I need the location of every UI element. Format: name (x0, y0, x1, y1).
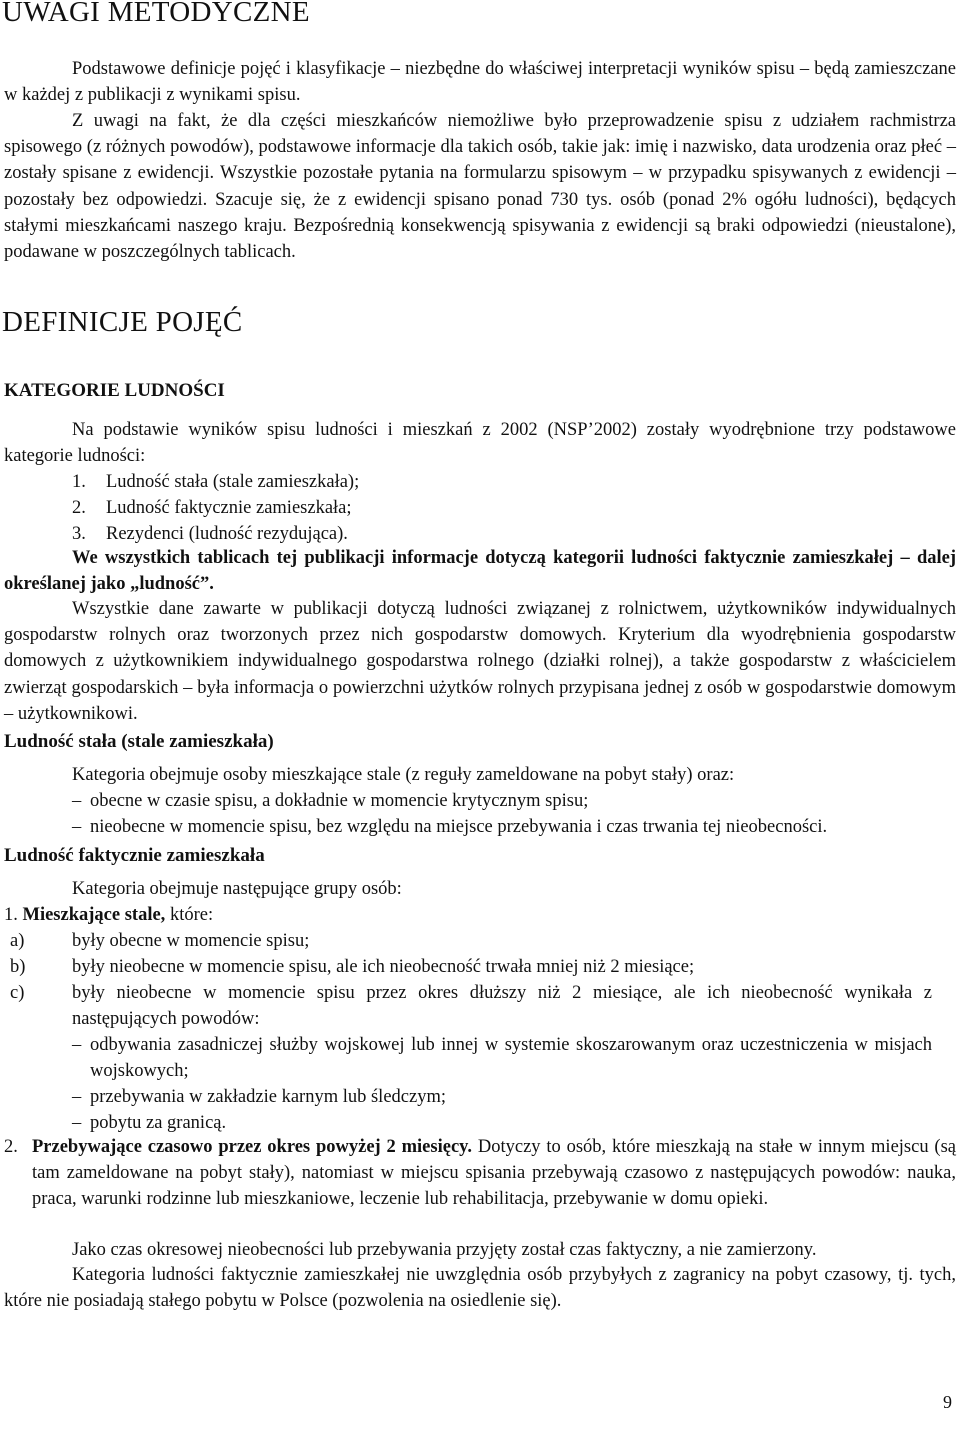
list-item: były nieobecne w momencie spisu przez okres dłuższy niż 2 miesiące, ale ich nieobecność wynikała z następujących powodów: (72, 983, 932, 1029)
intro-paragraph-2: Z uwagi na fakt, że dla części mieszkańców niemożliwe było przeprowadzenie spisu z udziałem rachmistrza spisowego (z różnych powodów), podstawowe informacje dla takich osób, takie jak: imię i nazwisko, data urodzenia oraz płeć – zostały spisane z ewidencji. Wszystkie pozostałe pytania na formularzu spisowym – w przypadku spisywanych z ewidencji – pozostały bez odpowiedzi. Szacuje się, że z ewidencji spisano ponad 730 tys. osób (ponad 2% ogółu ludności), będących stałymi mieszkańcami naszego kraju. Bezpośrednią konsekwencją spisywania z ewidencji są braki odpowiedzi (nieustalone), podawane w poszczególnych tablicach. (4, 111, 956, 263)
okres-paragraph: Jako czas okresowej nieobecności lub przebywania przyjęty został czas faktyczny, a nie zamierzony. (72, 1240, 817, 1260)
heading-definicje-pojec: DEFINICJE POJĘĆ (2, 306, 243, 338)
list-number: 2. (72, 498, 86, 518)
list-item: Ludność faktycznie zamieszkała; (106, 498, 352, 518)
dash-marker: – (72, 1113, 82, 1133)
rolnictwo-paragraph: Wszystkie dane zawarte w publikacji dotyczą ludności związanej z rolnictwem, użytkowników indywidualnych gospodarstw rolnych oraz tworzonych przez nich gospodarstw domowych. Kryterium dla wyodrębnienia gospodarstw domowych z użytkownikiem indywidualnego gospodarstwa rolnego (działki rolnej), a także gospodarstw z właścicielem zwierząt gospodarskich – była informacja o powierzchni użytków rolnych przypisana jednej z osób w gospodarstwie domowym – użytkownikowi. (4, 599, 956, 724)
page-number: 9 (943, 1392, 952, 1412)
list-item: Rezydenci (ludność rezydująca). (106, 524, 348, 544)
heading-kategorie-ludnosci: KATEGORIE LUDNOŚCI (4, 380, 225, 401)
group-number: 2. (4, 1137, 18, 1157)
kategorie-intro: Na podstawie wyników spisu ludności i mieszkań z 2002 (NSP’2002) zostały wyodrębnione trzy podstawowe kategorie ludności: (4, 420, 956, 467)
kategoria-fakt-paragraph: Kategoria ludności faktycznie zamieszkałej nie uwzględnia osób przybyłych z zagranicy na pobyt czasowy, tj. tych, które nie posiadają stałego pobytu w Polsce (pozwolenia na osiedlenie się). (4, 1265, 956, 1312)
heading-uwagi-metodyczne: UWAGI METODYCZNE (2, 0, 310, 28)
dash-marker: – (72, 1035, 82, 1055)
dash-marker: – (72, 791, 82, 811)
reason-item: odbywania zasadniczej służby wojskowej lub innej w systemie skoszarowanym oraz uczestniczenia w misjach wojskowych; (90, 1035, 932, 1081)
list-number: 1. (72, 472, 86, 492)
group-title: Przebywające czasowo przez okres powyżej 2 miesięcy. (32, 1137, 473, 1157)
group-heading-1 (4, 902, 213, 928)
item-letter: b) (10, 957, 26, 977)
item-letter: c) (10, 983, 25, 1003)
intro-paragraph-1: Podstawowe definicje pojęć i klasyfikacje – niezbędne do właściwej interpretacji wyników spisu – będą zamieszczane w każdej z publikacji z wynikami spisu. (4, 59, 956, 106)
reason-item: pobytu za granicą. (90, 1113, 227, 1133)
heading-ludnosc-faktycznie: Ludność faktycznie zamieszkała (4, 845, 265, 866)
fakt-intro: Kategoria obejmuje następujące grupy osób: (72, 879, 402, 899)
dash-marker: – (72, 817, 82, 837)
list-item: były obecne w momencie spisu; (72, 931, 310, 951)
list-number: 3. (72, 524, 86, 544)
list-item: Ludność stała (stale zamieszkała); (106, 472, 360, 492)
dash-marker: – (72, 1087, 82, 1107)
heading-ludnosc-stala: Ludność stała (stale zamieszkała) (4, 731, 274, 752)
item-letter: a) (10, 931, 25, 951)
list-item: były nieobecne w momencie spisu, ale ich nieobecność trwała mniej niż 2 miesiące; (72, 957, 695, 977)
list-item: nieobecne w momencie spisu, bez względu na miejsce przebywania i czas trwania tej nieobecności. (90, 817, 828, 837)
bold-note: We wszystkich tablicach tej publikacji informacje dotyczą kategorii ludności faktycznie zamieszkałej – dalej określanej jako „ludność”. (4, 548, 956, 595)
stala-intro: Kategoria obejmuje osoby mieszkające stale (z reguły zameldowane na pobyt stały) oraz: (72, 765, 735, 785)
group-2-paragraph (32, 1134, 956, 1213)
group-2-text: Dotyczy to osób, które mieszkają na stałe w innym miejscu (są tam zameldowane na pobyt stały), natomiast w miejscu spisania przebywają czasowo z następujących powodów: nauka, praca, warunki rodzinne lub mieszkaniowe, leczenie lub rehabilitacja, przebywanie w domu opieki. (32, 1137, 956, 1210)
group-title-rest: które: (165, 905, 214, 925)
group-title: Mieszkające stale, (22, 905, 166, 925)
list-item: obecne w czasie spisu, a dokładnie w momencie krytycznym spisu; (90, 791, 589, 811)
group-number: 1. (4, 905, 18, 925)
reason-item: przebywania w zakładzie karnym lub śledczym; (90, 1087, 446, 1107)
